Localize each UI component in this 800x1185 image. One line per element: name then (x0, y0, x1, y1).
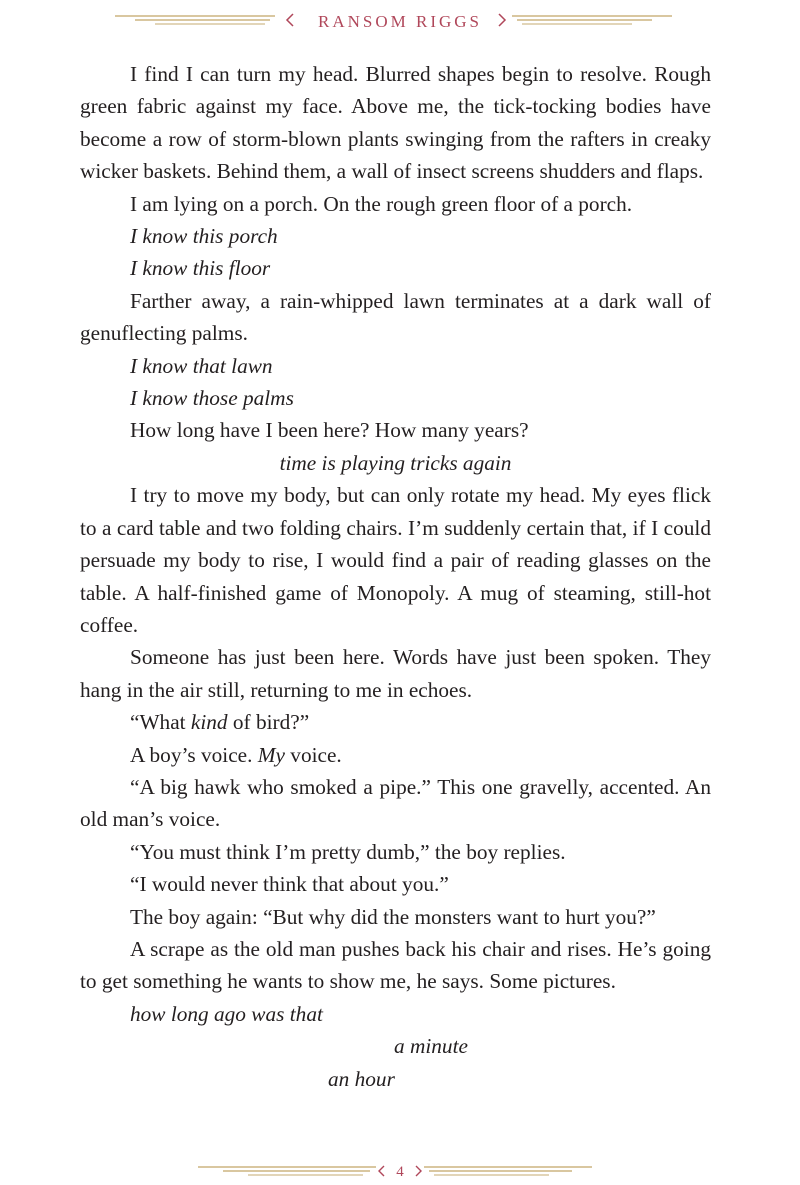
paragraph: I try to move my body, but can only rotate my head. My eyes flick to a card table and two folding chairs. I’m suddenly certain that, if I could persuade my body to rise, I would find a pair of reading glasses on the table. A half-finished game of Monopoly. A mug of steaming, still-hot coffee. (80, 483, 711, 637)
italic-line: I know this porch (130, 224, 278, 249)
italic-line: an hour (328, 1066, 395, 1091)
paragraph: The boy again: “But why did the monsters want to hurt you?” (130, 904, 656, 929)
paragraph (80, 739, 711, 771)
emphasis: My (257, 742, 285, 767)
paragraph: I find I can turn my head. Blurred shapes begin to resolve. Rough green fabric against my face. Above me, the tick-tocking bodies have become a row of storm-blown plants swinging from the rafters in creaky wicker baskets. Behind them, a wall of insect screens shudders and flaps. (80, 62, 711, 184)
paragraph: “You must think I’m pretty dumb,” the boy replies. (130, 839, 566, 864)
emphasis: kind (190, 710, 228, 735)
paragraph: “A big hawk who smoked a pipe.” This one gravelly, accented. An old man’s voice. (80, 774, 711, 832)
paragraph: Farther away, a rain-whipped lawn terminates at a dark wall of genuflecting palms. (80, 288, 711, 346)
right-chevron-icon (497, 13, 507, 27)
text-run: “What (130, 710, 191, 735)
italic-centered-line: time is playing tricks again (279, 450, 512, 475)
dialogue-line (80, 706, 711, 738)
page-number: 4 (396, 1164, 404, 1180)
right-header-ornament (512, 10, 672, 28)
italic-line: I know those palms (130, 386, 294, 411)
italic-line: I know this floor (130, 256, 271, 281)
text-run: of bird?” (227, 710, 310, 735)
italic-line: a minute (394, 1034, 468, 1059)
running-header (0, 6, 800, 32)
italic-line: how long ago was that (130, 1001, 323, 1026)
paragraph: “I would never think that about you.” (130, 872, 449, 897)
page-body (80, 58, 711, 1095)
paragraph: Someone has just been here. Words have just been spoken. They hang in the air still, returning to me in echoes. (80, 645, 711, 702)
text-run: A boy’s voice. (130, 742, 258, 767)
right-footer-ornament (424, 1162, 592, 1180)
paragraph: I am lying on a porch. On the rough green floor of a porch. (130, 191, 633, 216)
paragraph: A scrape as the old man pushes back his chair and rises. He’s going to get something he wants to show me, he says. Some pictures. (80, 936, 711, 994)
italic-line: I know that lawn (130, 353, 273, 378)
right-chevron-icon (415, 1165, 423, 1177)
running-footer (0, 1160, 800, 1182)
paragraph: How long have I been here? How many years? (130, 418, 529, 443)
text-run: voice. (284, 742, 342, 767)
running-title: RANSOM RIGGS (318, 12, 482, 31)
